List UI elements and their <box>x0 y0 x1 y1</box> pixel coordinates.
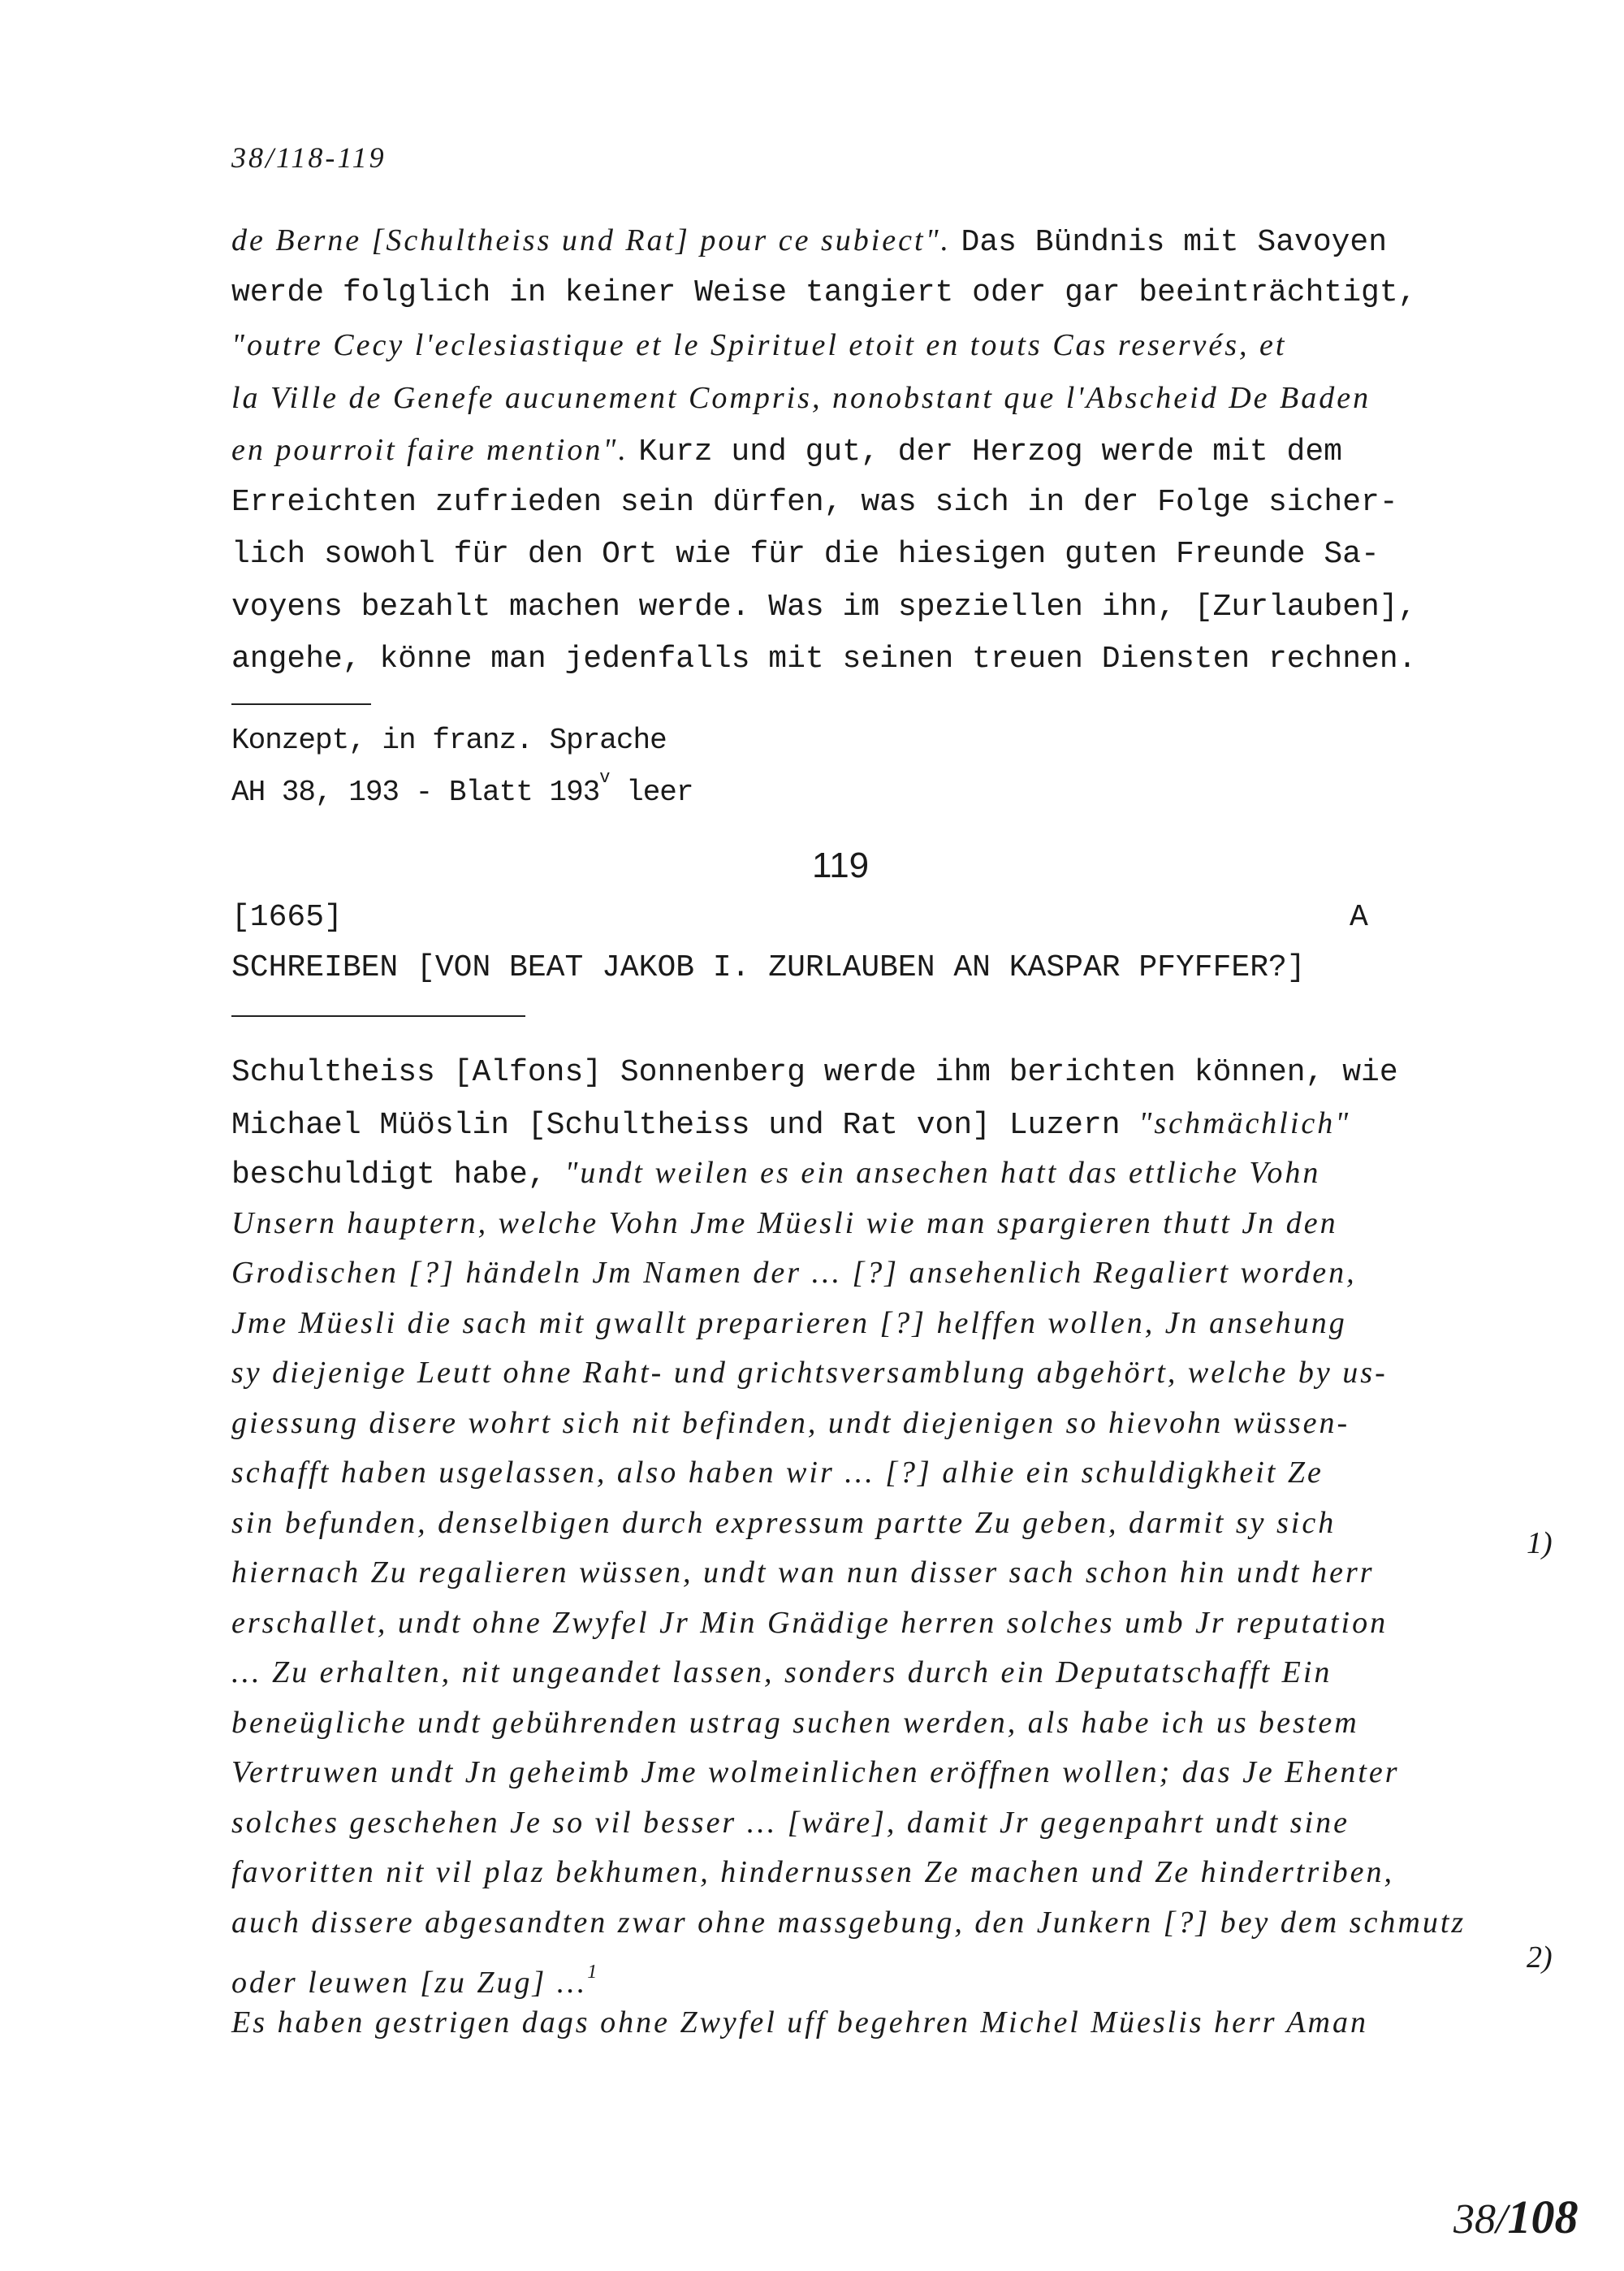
title-divider <box>231 1015 525 1017</box>
letter-body-line <box>231 1653 1332 1694</box>
document-type: A <box>1350 900 1368 935</box>
text-run: Das Bündnis mit Savoyen <box>961 225 1388 260</box>
document-title: SCHREIBEN [VON BEAT JAKOB I. ZURLAUBEN AN KASPAR PFYFFER?] <box>231 950 1306 985</box>
text-run: voyens bezahlt machen werde. Was im speziellen ihn, [Zurlauben], <box>231 589 1417 625</box>
source-note-line2 <box>231 759 693 812</box>
top-paragraph-line <box>231 221 1387 262</box>
letter-body-line <box>231 1453 1324 1495</box>
top-paragraph-line <box>231 430 1342 472</box>
source-note-ref: AH 38, 193 - Blatt 193 <box>231 776 600 809</box>
text-run: "undt weilen es ein ansechen hatt das ettliche Vohn <box>564 1156 1321 1190</box>
letter-body-line <box>231 1603 1388 1645</box>
text-run: beschuldigt habe, <box>231 1157 565 1192</box>
top-paragraph-line <box>231 588 1416 627</box>
top-paragraph-line <box>231 326 1286 367</box>
letter-body-line <box>231 1304 1347 1345</box>
text-run: Grodischen [?] händeln Jm Namen der ... [?] ansehenlich Regaliert worden, <box>231 1256 1357 1290</box>
text-run: "schmächlich" <box>1138 1105 1351 1140</box>
letter-body-line <box>231 1404 1350 1445</box>
letter-body-line <box>231 1803 1350 1845</box>
top-paragraph-line <box>231 640 1416 679</box>
letter-body-line <box>231 1953 597 2005</box>
text-run: schafft haben usgelassen, also haben wir ... [?] alhie ein schuldigkheit Ze <box>231 1456 1324 1490</box>
text-run: sy diejenige Leutt ohne Raht- und grichtsversamblung abgehört, welche by us- <box>231 1356 1388 1390</box>
text-run: la Ville de Genefe aucunement Compris, nonobstant que l'Abscheid De Baden <box>231 380 1371 415</box>
text-run: Kurz und gut, der Herzog werde mit dem <box>638 435 1342 469</box>
divider-short <box>231 703 371 705</box>
header-reference: 38/118-119 <box>231 141 387 174</box>
letter-body-line <box>231 2003 1368 2044</box>
margin-note-1: 1) <box>1527 1526 1553 1560</box>
text-run: ... Zu erhalten, nit ungeandet lassen, sonders durch ein Deputatschafft Ein <box>231 1655 1332 1689</box>
text-run: erschallet, undt ohne Zwyfel Jr Min Gnädige herren solches umb Jr reputation <box>231 1605 1389 1640</box>
text-run: beneügliche undt gebührenden ustrag suchen werden, als habe ich us bestem <box>231 1705 1359 1740</box>
text-run: Michael Müöslin [Schultheiss und Rat von] Luzern <box>231 1107 1139 1143</box>
footnote-marker: 1 <box>587 1962 598 1983</box>
letter-body-line <box>231 1104 1350 1145</box>
text-run: Schultheiss [Alfons] Sonnenberg werde ihm berichten können, wie <box>231 1055 1398 1090</box>
text-run: Jme Müesli die sach mit gwallt preparieren [?] helffen wollen, Jn ansehung <box>231 1305 1347 1340</box>
text-run: giessung disere wohrt sich nit befinden, undt diejenigen so hievohn wüssen- <box>231 1405 1350 1440</box>
source-note-suffix: leer <box>609 776 693 809</box>
text-run: "outre Cecy l'eclesiastique et le Spirituel etoit en touts Cas reservés, et <box>231 328 1287 362</box>
source-note-line1: Konzept, in franz. Sprache <box>231 724 667 757</box>
text-run: werde folglich in keiner Weise tangiert oder gar beeinträchtigt, <box>231 275 1417 310</box>
top-paragraph-line <box>231 483 1398 522</box>
letter-body-line <box>231 1204 1338 1245</box>
document-number: 119 <box>812 846 870 885</box>
letter-body-line <box>231 1353 1388 1395</box>
letter-body-line <box>231 1903 1466 1944</box>
text-run: lich sowohl für den Ort wie für die hiesigen guten Freunde Sa- <box>231 537 1380 572</box>
letter-body-line <box>231 1503 1336 1545</box>
top-paragraph-line <box>231 274 1416 313</box>
archive-page: 108 <box>1507 2191 1579 2243</box>
letter-body-line <box>231 1853 1394 1894</box>
letter-body-line <box>231 1253 1357 1295</box>
document-date: [1665] <box>231 900 343 935</box>
text-run: en pourroit faire mention". <box>231 433 639 467</box>
text-run: Unsern hauptern, welche Vohn Jme Müesli wie man spargieren thutt Jn den <box>231 1205 1338 1240</box>
text-run: auch dissere abgesandten zwar ohne massgebung, den Junkern [?] bey dem schmutz <box>231 1905 1466 1940</box>
text-run: de Berne [Schultheiss und Rat] pour ce subiect". <box>231 223 961 257</box>
archive-page-reference <box>1453 2193 1578 2244</box>
letter-body-line <box>231 1553 1375 1594</box>
source-note-verso-mark: v <box>599 768 610 788</box>
letter-body-line <box>231 1703 1359 1745</box>
letter-body-line <box>231 1153 1320 1195</box>
archive-volume: 38 <box>1453 2196 1496 2243</box>
text-run: angehe, könne man jedenfalls mit seinen treuen Diensten rechnen. <box>231 642 1417 677</box>
top-paragraph-line <box>231 535 1380 574</box>
text-run: solches geschehen Je so vil besser ... [wäre], damit Jr gegenpahrt undt sine <box>231 1805 1350 1840</box>
text-run: sin befunden, denselbigen durch expressum partte Zu geben, darmit sy sich <box>231 1505 1337 1540</box>
letter-body-line <box>231 1753 1400 1794</box>
text-run: Es haben gestrigen dags ohne Zwyfel uff begehren Michel Müeslis herr Aman <box>231 2005 1368 2040</box>
top-paragraph-line <box>231 378 1371 420</box>
text-run: favoritten nit vil plaz bekhumen, hindernussen Ze machen und Ze hindertriben, <box>231 1855 1395 1889</box>
text-run: oder leuwen [zu Zug] ... <box>231 1966 588 2000</box>
text-run: hiernach Zu regalieren wüssen, undt wan nun disser sach schon hin undt herr <box>231 1555 1375 1590</box>
margin-note-2: 2) <box>1527 1940 1553 1975</box>
text-run: Erreichten zufrieden sein dürfen, was sich in der Folge sicher- <box>231 484 1398 520</box>
text-run: Vertruwen undt Jn geheimb Jme wolmeinlichen eröffnen wollen; das Je Ehenter <box>231 1755 1400 1789</box>
archive-separator: / <box>1496 2196 1508 2243</box>
letter-body-line <box>231 1053 1398 1092</box>
